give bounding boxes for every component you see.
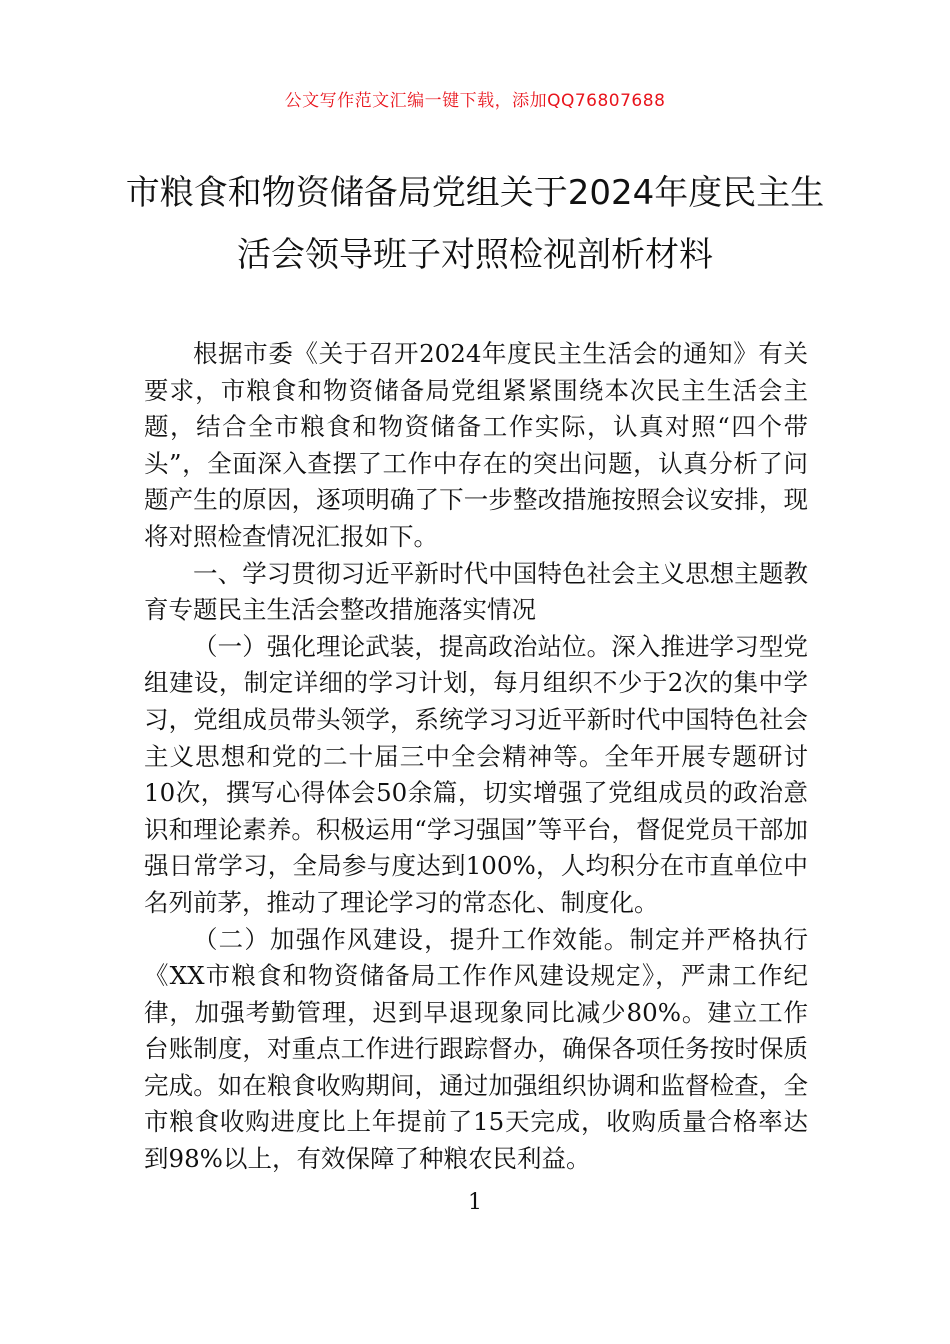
document-body — [144, 336, 808, 1178]
header-note: 公文写作范文汇编一键下载，添加QQ76807688 — [284, 91, 666, 111]
section-heading: 一、学习贯彻习近平新时代中国特色社会主义思想主题教育专题民主生活会整改措施落实情况 — [144, 558, 808, 625]
paragraph-intro: 根据市委《关于召开2024年度民主生活会的通知》有关要求，市粮食和物资储备局党组紧紧围绕本次民主生活会主题，结合全市粮食和物资储备工作实际，认真对照“四个带头”，全面深入查摆了工作中存在的突出问题，认真分析了问题产生的原因，逐项明确了下一步整改措施按照会议安排，现将对照检查情况汇报如下。 — [144, 339, 808, 551]
document-title: 市粮食和物资储备局党组关于2024年度民主生活会领导班子对照检视剖析材料 — [125, 173, 825, 275]
page-number: 1 — [468, 1190, 482, 1215]
paragraph-item-2: （二）加强作风建设，提升工作效能。制定并严格执行《XX市粮食和物资储备局工作作风建设规定》，严肃工作纪律，加强考勤管理，迟到早退现象同比减少80%。建立工作台账制度，对重点工作进行跟踪督办，确保各项任务按时保质完成。如在粮食收购期间，通过加强组织协调和监督检查，全市粮食收购进度比上年提前了15天完成，收购质量合格率达到98%以上，有效保障了种粮农民利益。 — [144, 924, 808, 1174]
paragraph-item-1: （一）强化理论武装，提高政治站位。深入推进学习型党组建设，制定详细的学习计划，每月组织不少于2次的集中学习，党组成员带头领学，系统学习习近平新时代中国特色社会主义思想和党的二十届三中全会精神等。全年开展专题研讨10次，撰写心得体会50余篇，切实增强了党组成员的政治意识和理论素养。积极运用“学习强国”等平台，督促党员干部加强日常学习，全局参与度达到100%，人均积分在市直单位中名列前茅，推动了理论学习的常态化、制度化。 — [144, 631, 808, 917]
